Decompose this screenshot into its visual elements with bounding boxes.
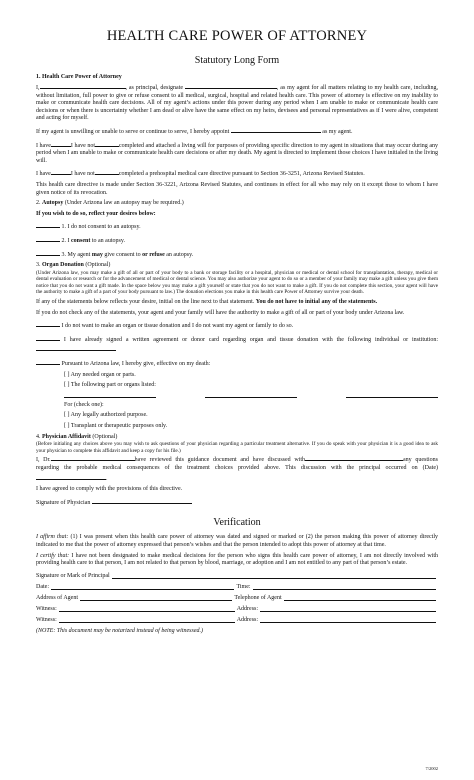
date-time-row: Date: Time: <box>36 584 438 590</box>
agent-name-line[interactable] <box>185 82 277 89</box>
section-1-heading: 1. Health Care Power of Attorney <box>36 74 122 80</box>
section-1-paragraph-2: If my agent is unwilling or unable to serve or continue to serve, I hereby appoint as my agent. <box>36 126 438 137</box>
principal-discussed-line[interactable] <box>305 454 403 461</box>
physician-signature-line[interactable] <box>92 497 192 504</box>
principal-signature-row: Signature or Mark of Principal <box>36 573 438 579</box>
section-3-heading: 3. Organ Donation (Optional) <box>36 262 111 269</box>
witness-2-address-line[interactable] <box>260 617 436 623</box>
section-1-paragraph-5: This health care directive is made under Section 36-3221, Arizona Revised Statutes, and continues in effect for all who may rely on it except those to whom I have given notice of its revocation. <box>36 181 438 196</box>
transplant-purpose-checkbox[interactable]: [ ] Transplant or therapeutic purposes only. <box>64 423 168 429</box>
document-page <box>36 28 438 635</box>
autopsy-option-2-initial[interactable] <box>36 235 60 242</box>
section-4-heading: 4. Physician Affidavit (Optional) <box>36 433 118 440</box>
physician-name-line[interactable] <box>51 454 135 461</box>
autopsy-option-1: 1. I do not consent to an autopsy. <box>36 221 438 232</box>
organs-list-lines <box>64 394 438 398</box>
section-1-paragraph-1: I, , as principal, designate , as my agent for all matters relating to my health care, including, without limitation, full power to give or refuse consent to all medical, surgical, hospital and related health care. This power of attorney is effective on my inability to make or communicate health care decisions. All of my agent’s actions under this power during any period when I am unable to make or communicate health care decisions or when there is uncertainty whether I am dead or alive have the same effect on my heirs, devisees and personal representatives as if I were alive, competent and acting for myself. <box>36 82 438 123</box>
witness-1-row: Witness: Address: <box>36 606 438 612</box>
verification-title: Verification <box>213 517 261 529</box>
check-one-label: For (check one): <box>64 401 104 408</box>
document-subtitle: Statutory Long Form <box>194 55 280 66</box>
prehospital-have-not-initial[interactable] <box>95 168 119 175</box>
organs-list-line-3[interactable] <box>346 394 438 398</box>
autopsy-option-1-initial[interactable] <box>36 221 60 228</box>
section-2-heading: 2. Autopsy (Under Arizona law an autopsy may be required.) <box>36 200 184 207</box>
any-needed-organs-checkbox[interactable]: [ ] Any needed organ or parts. <box>64 371 136 378</box>
living-will-have-initial[interactable] <box>51 140 71 147</box>
section-3-legal-note: (Under Arizona law, you may make a gift of all or part of your body to a bank or storage facility or a hospital, physician or medical or dental school for transplantation, therapy, medical or dental evaluation or research or for the advancement of medical or dental science. You may also authorize your agent to do so or a member of your family may make a gift unless you give them notice that you do not want a gift made. In the space below you may make a gift yourself or state that you do not want to make a gift. If you do not complete this section, your agent will have the authority to make a gift of a part of your body pursuant to law.) The donation elections you make in this health care Power of Attorney survive your death. <box>36 269 438 296</box>
witness-1-line[interactable] <box>59 606 235 612</box>
discussion-date-line[interactable] <box>36 473 106 480</box>
legal-purpose-checkbox[interactable]: [ ] Any legally authorized purpose. <box>64 412 148 419</box>
agent-address-line[interactable] <box>80 595 232 601</box>
organ-option-2: I have already signed a written agreement or donor card regarding organ and tissue donation with the following individual or institution: <box>36 334 438 355</box>
alternate-agent-line[interactable] <box>231 126 321 133</box>
section-3-instruction: If any of the statements below reflects your desire, initial on the line next to that statement. You do not have to initial any of the statements. <box>36 299 378 306</box>
physician-affidavit-text: I, Dr. have reviewed this guidance document and have discussed with any questions regarding the probable medical consequences of the treatment choices provided above. This discussion with the principal occurred on (Date). <box>36 454 438 483</box>
organ-option-3: Pursuant to Arizona law, I hereby give, effective on my death: <box>36 358 438 369</box>
principal-name-line[interactable] <box>40 82 126 89</box>
witness-2-line[interactable] <box>59 617 235 623</box>
living-will-have-not-initial[interactable] <box>95 140 119 147</box>
affirm-paragraph: I affirm that: (1) I was present when this health care power of attorney was dated and signed or marked or (2) the person making this power of attorney directly indicated to me that the power of attorney expressed that person’s wishes and that the person intended to adopt this power of attorney at that time. <box>36 534 439 548</box>
organ-option-1: I do not want to make an organ or tissue donation and I do not want my agent or family to do so. <box>36 320 438 331</box>
footer-code: 7/2002 <box>425 766 438 771</box>
agent-telephone-line[interactable] <box>284 595 436 601</box>
principal-signature-line[interactable] <box>112 573 436 579</box>
witness-1-address-line[interactable] <box>260 606 436 612</box>
autopsy-option-3: 3. My agent may give consent to or refuse an autopsy. <box>36 249 438 260</box>
autopsy-option-3-initial[interactable] <box>36 249 60 256</box>
section-1-paragraph-4: I have I have not completed a prehospital medical care directive pursuant to Section 36-3251, Arizona Revised Statutes. <box>36 168 438 179</box>
donor-institution-line[interactable] <box>36 344 116 351</box>
physician-signature-row: Signature of Physician <box>36 497 438 508</box>
section-3-default-note: If you do not check any of the statements, your agent and your family will have the authority to make a gift of all or part of your body under Arizona law. <box>36 309 405 316</box>
date-line[interactable] <box>51 584 234 590</box>
notary-note: (NOTE: This document may be notarized instead of being witnessed.) <box>36 627 203 634</box>
section-1-paragraph-3: I have I have not completed and attached a living will for purposes of providing specific direction to my agent in situations that may occur during any period when I am unable to make or communicate health care decisions or after my death. My agent is directed to implement those choices I have initialed in the living will. <box>36 140 438 166</box>
time-line[interactable] <box>253 584 436 590</box>
document-title: HEALTH CARE POWER OF ATTORNEY <box>106 28 368 44</box>
prehospital-have-initial[interactable] <box>51 168 71 175</box>
organs-list-line-1[interactable] <box>64 394 156 398</box>
organ-option-2-initial[interactable] <box>36 334 60 341</box>
organ-option-1-initial[interactable] <box>36 320 60 327</box>
autopsy-option-2: 2. I consent to an autopsy. <box>36 235 438 246</box>
following-organs-checkbox[interactable]: [ ] The following part or organs listed: <box>64 382 156 389</box>
organ-option-3-initial[interactable] <box>36 358 60 365</box>
certify-paragraph: I certify that: I have not been designated to make medical decisions for the person who signs this health care power of attorney, I am not directly involved with providing health care to that person, I am not related to that person by blood, marriage, or adoption and I am not entitled to any part of that person’s estate. <box>36 552 439 567</box>
organs-list-line-2[interactable] <box>205 394 297 398</box>
section-4-note: (Before initialing any choices above you may wish to ask questions of your physician regarding a particular treatment alternative. If you do speak with your physician it is a good idea to ask your physician to complete this affidavit and keep a copy for his file.) <box>36 441 438 454</box>
witness-2-row: Witness: Address: <box>36 617 438 623</box>
physician-comply-statement: I have agreed to comply with the provisions of this directive. <box>36 486 183 493</box>
section-2-instruction: If you wish to do so, reflect your desires below: <box>36 210 156 217</box>
agent-contact-row: Address of Agent Telephone of Agent <box>36 595 438 601</box>
